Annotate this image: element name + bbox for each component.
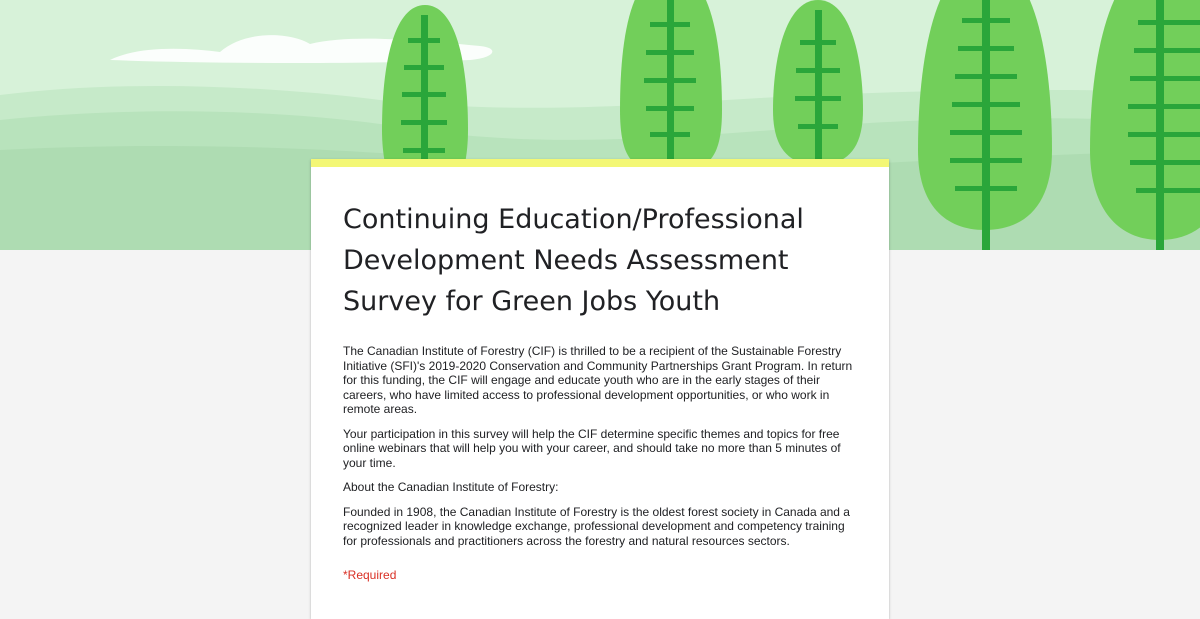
form-header-card: [311, 159, 889, 619]
description-paragraph: Your participation in this survey will help the CIF determine specific themes and topics for free online webinars that will help you with your career, and should take no more than 5 minutes of your time.: [343, 426, 841, 470]
description-paragraph: Founded in 1908, the Canadian Institute of Forestry is the oldest forest society in Canada and a recognized leader in knowledge exchange, professional development and competency training for professionals and practitioners across the forestry and natural resources sectors.: [343, 504, 850, 548]
tree-icon: [620, 0, 722, 170]
card-accent-bar: [311, 159, 889, 167]
form-title: Continuing Education/Professional Development Needs Assessment Survey for Green Jobs Youth: [343, 204, 804, 317]
form-header-content: [343, 199, 857, 582]
description-paragraph: The Canadian Institute of Forestry (CIF) is thrilled to be a recipient of the Sustainable Forestry Initiative (SFI)'s 2019-2020 Conservation and Community Partnerships Grant Program. In return for this funding, the CIF will engage and educate youth who are in the early stages of their careers, who have limited access to professional development opportunities, or who work in remote areas.: [343, 344, 853, 416]
form-description: [343, 344, 857, 548]
tree-icon: [1090, 0, 1200, 250]
description-paragraph: About the Canadian Institute of Forestry:: [343, 480, 559, 494]
required-note: *Required: [343, 568, 397, 582]
